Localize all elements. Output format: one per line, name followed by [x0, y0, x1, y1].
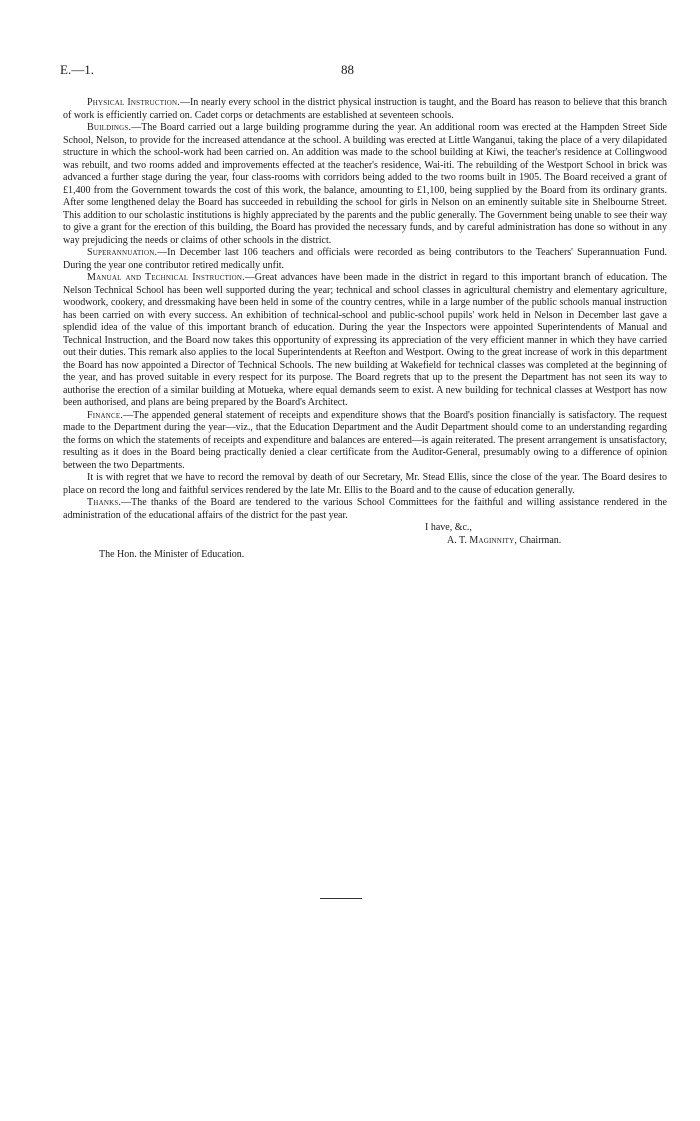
page-header	[60, 62, 665, 82]
paragraph-buildings	[63, 122, 667, 247]
document-code: E.—1.	[60, 62, 94, 77]
signature-line	[447, 535, 561, 548]
paragraph-text: —The Board carried out a large building programme during the year. An additional room was erected at the Hampden Street Side School, Nelson, to provide for the increased attendance at the school. A building was erected at Little Wanganui, taking the place of a very dilapidated structure in which the school-work had been carried on. An addition was made to the school building at Kiwi, the teacher's residence at Collingwood was rebuilt, and two rooms added and improvements effected at the teacher's residence, Wai-iti. The rebuilding of the Westport School in brick was advanced a further stage during the year, four class-rooms with corridors being added to the two rooms built in 1905. The Board received a grant of £1,400 from the Government towards the cost of this work, the balance, amounting to £1,100, being supplied by the Board from its ordinary grants. After some lengthened delay the Board has succeeded in rebuilding the school for girls in Nelson on an eminently suitable site in Shelbourne Street. This addition to our scholastic institutions is highly appreciated by the parents and the public generally. The Government being unable to see their way to give a grant for the erection of this building, the Board has provided the necessary funds, and by careful administration has done so without in any way prejudicing the needs or claims of other schools in the district.	[63, 122, 667, 246]
section-heading: Manual and Technical Instruction.	[87, 272, 245, 283]
section-heading: Thanks.	[87, 497, 122, 508]
closing-salutation: I have, &c.,	[425, 522, 472, 533]
paragraph-text: It is with regret that we have to record the removal by death of our Secretary, Mr. Stead Ellis, since the close of the year. The Board desires to place on record the long and faithful services rendered by the late Mr. Ellis to the Board and to the cause of education generally.	[63, 472, 667, 496]
page-number: 88	[341, 62, 354, 77]
paragraph-text: —The thanks of the Board are tendered to the various School Committees for the faithful and willing assistance rendered in the administration of the educational affairs of the district for the past year.	[63, 497, 667, 521]
section-heading: Superannuation.	[87, 247, 158, 258]
paragraph-physical-instruction	[63, 97, 667, 122]
paragraph-thanks	[63, 497, 667, 522]
paragraph-text: —In nearly every school in the district physical instruction is taught, and the Board has reason to believe that this branch of work is efficiently carried on. Cadet corps or detachments are established at seventeen schools.	[63, 97, 667, 121]
paragraph-superannuation	[63, 247, 667, 272]
paragraph-text: —The appended general statement of receipts and expenditure shows that the Board's position financially is satisfactory. The request made to the Department during the year—viz., that the Education Department and the Audit Department should come to an understanding regarding the forms on which the statements of receipts and expenditure and balances are entered—is again reiterated. The present arrangement is unsatisfactory, resulting as it does in the Board being practically denied a clear certificate from the Auditor-General, presumably owing to a difference of opinion between the two Departments.	[63, 409, 667, 471]
signatory-surname: Maginnity	[469, 535, 515, 546]
paragraph-manual-technical	[63, 272, 667, 410]
section-heading: Physical Instruction.	[87, 97, 180, 108]
paragraph-secretary-death	[63, 472, 667, 497]
section-heading: Buildings.	[87, 122, 132, 133]
section-heading: Finance.	[87, 409, 124, 421]
paragraph-finance	[63, 410, 667, 473]
signatory-initials: A. T.	[447, 535, 467, 546]
report-body	[63, 97, 667, 562]
paragraph-text: —Great advances have been made in the district in regard to this important branch of education. The Nelson Technical School has been well supported during the year; technical and school classes in agricultural chemistry and elementary agriculture, woodwork, cookery, and dressmaking have been held in some of the country centres, while in a large number of the public schools manual instruction has been carried on with every success. An exhibition of technical-school and public-school pupils' work held in Nelson in December last gave a splendid idea of the value of this important branch of education. During the year the Inspectors were appointed Superintendents of Manual and Technical Instruction, and the Board now takes this opportunity of expressing its appreciation of the very efficient manner in which they have carried out their duties. This remark also applies to the local Superintendents at Reefton and Westport. Owing to the great increase of work in this department the Board has now appointed a Director of Technical Schools. The new building at Wakefield for technical classes was completed at the beginning of the year, and has proved suitable in every respect for its purpose. The Board regrets that up to the present the Department has not seen its way to authorise the erection of a similar building at Motueka, where equal demands seem to exist. A new building for technical classes at Westport has now been authorised, and plans are being prepared by the Board's Architect.	[63, 272, 668, 408]
signatory-title: , Chairman.	[514, 535, 562, 546]
addressee: The Hon. the Minister of Education.	[99, 549, 245, 560]
letter-closing	[63, 522, 667, 562]
paragraph-text: —In December last 106 teachers and officials were recorded as being contributors to the Teachers' Superannuation Fund. During the year one contributor retired medically unfit.	[63, 247, 667, 271]
end-rule	[320, 898, 362, 899]
